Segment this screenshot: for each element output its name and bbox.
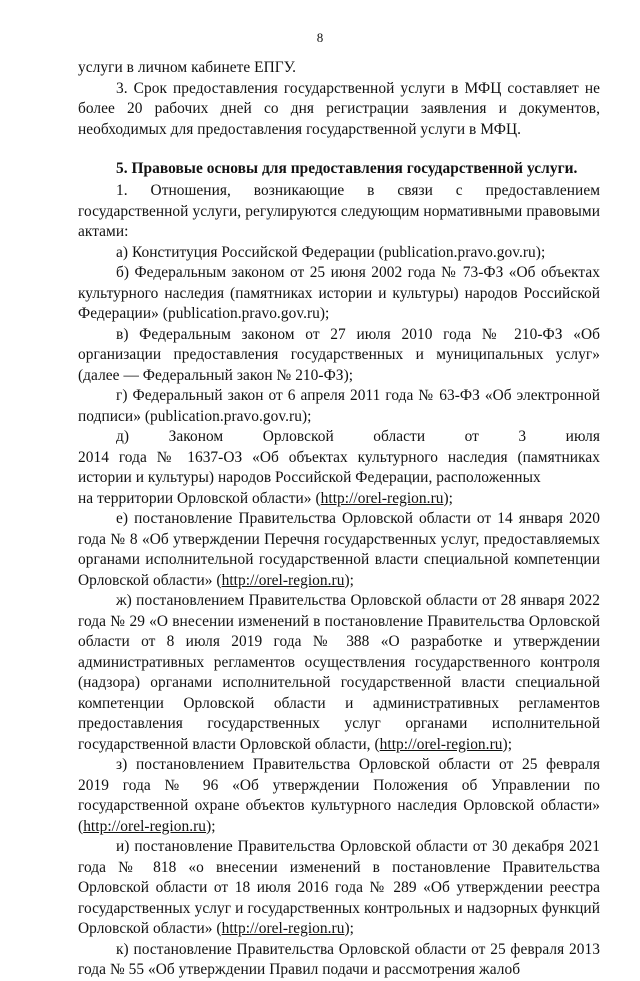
- item-i: [78, 837, 600, 940]
- item-z-link[interactable]: http://orel-region.ru: [83, 817, 207, 835]
- item-d-close: );: [443, 489, 454, 507]
- item-zh-text: ж) постановлением Правительства Орловской области от 28 января 2022 года № 29 «О внесении изменений в постановление Правительства Орловской области от 8 июля 2019 года № 388 «О разработке и утверждении административных регламентов осуществления государственного контроля (надзора) органами исполнительной государственной власти специальной компетенции Орловской области и административных регламентов предоставления государственных услуг органами исполнительной государственной власти Орловской области, (: [78, 592, 600, 753]
- item-i-text: и) постановление Правительства Орловской области от 30 декабря 2021 года № 818 «о внесении изменений в постановление Правительства Орловской области от 18 июля 2016 года № 289 «Об утверждении реестра государственных услуг и государственных контрольных и надзорных функций Орловской области» (: [78, 838, 600, 937]
- item-e-text: е) постановление Правительства Орловской области от 14 января 2020 года № 8 «Об утверждении Перечня государственных услуг, предоставляемых органами исполнительной государственной власти специальной компетенции Орловской области» (: [78, 510, 600, 589]
- item-d-line2: [78, 448, 600, 489]
- item-d-link[interactable]: http://orel-region.ru: [320, 489, 444, 507]
- item-g: г) Федеральный закон от 6 апреля 2011 года № 63-ФЗ «Об электронной подписи» (publication.pravo.gov.ru);: [78, 387, 600, 425]
- item-zh-close: );: [502, 735, 513, 753]
- item-i-link[interactable]: http://orel-region.ru: [221, 920, 345, 937]
- item-z: [78, 755, 600, 837]
- section-heading: 5. Правовые основы для предоставления государственной услуги.: [116, 160, 578, 177]
- item-z-text: з) постановлением Правительства Орловской области от 25 февраля 2019 года № 96 «Об утверждении Положения об Управлении по государственной охране объектов культурного наследия Орловской области» (: [78, 756, 600, 835]
- item-e: [78, 509, 600, 591]
- paragraph-1: 1. Отношения, возникающие в связи с предоставлением государственной услуги, регулируются следующим нормативными правовыми актами:: [78, 182, 600, 240]
- page-number: 8: [316, 30, 324, 45]
- item-d-text-end: на территории Орловской области» (: [78, 489, 321, 507]
- item-i-close: );: [344, 920, 354, 937]
- item-e-link[interactable]: http://orel-region.ru: [221, 571, 345, 589]
- item-b: б) Федеральным законом от 25 июня 2002 года № 73-ФЗ «Об объектах культурного наследия (памятниках истории и культуры) народов Российской Федерации» (publication.pravo.gov.ru);: [78, 264, 600, 322]
- item-e-close: );: [344, 571, 354, 589]
- item-zh-link[interactable]: http://orel-region.ru: [379, 735, 503, 753]
- item-zh: [78, 591, 600, 755]
- item-d-line3: [78, 489, 600, 510]
- item-d-line1: д) Законом Орловской области от 3 июля: [116, 428, 600, 445]
- item-k: к) постановление Правительства Орловской области от 25 февраля 2013 года № 55 «Об утверждении Правил подачи и рассмотрения жалоб: [78, 940, 600, 978]
- item-v: в) Федеральным законом от 27 июля 2010 года № 210-ФЗ «Об организации предоставления государственных и муниципальных услуг» (далее — Федеральный закон № 210-ФЗ);: [78, 325, 600, 384]
- document-body: [78, 58, 600, 981]
- paragraph-continuation: услуги в личном кабинете ЕПГУ.: [78, 59, 297, 76]
- item-a: а) Конституция Российской Федерации (publication.pravo.gov.ru);: [116, 243, 546, 261]
- paragraph-3: 3. Срок предоставления государственной услуги в МФЦ составляет не более 20 рабочих дней со дня регистрации заявления и документов, необходимых для предоставления государственной услуги в МФЦ.: [78, 79, 600, 138]
- item-z-close: );: [206, 817, 216, 835]
- item-d-text: 2014 года № 1637-ОЗ «Об объектах культурного наследия (памятниках истории и культуры) народов Российской Федерации, расположенных: [78, 448, 600, 486]
